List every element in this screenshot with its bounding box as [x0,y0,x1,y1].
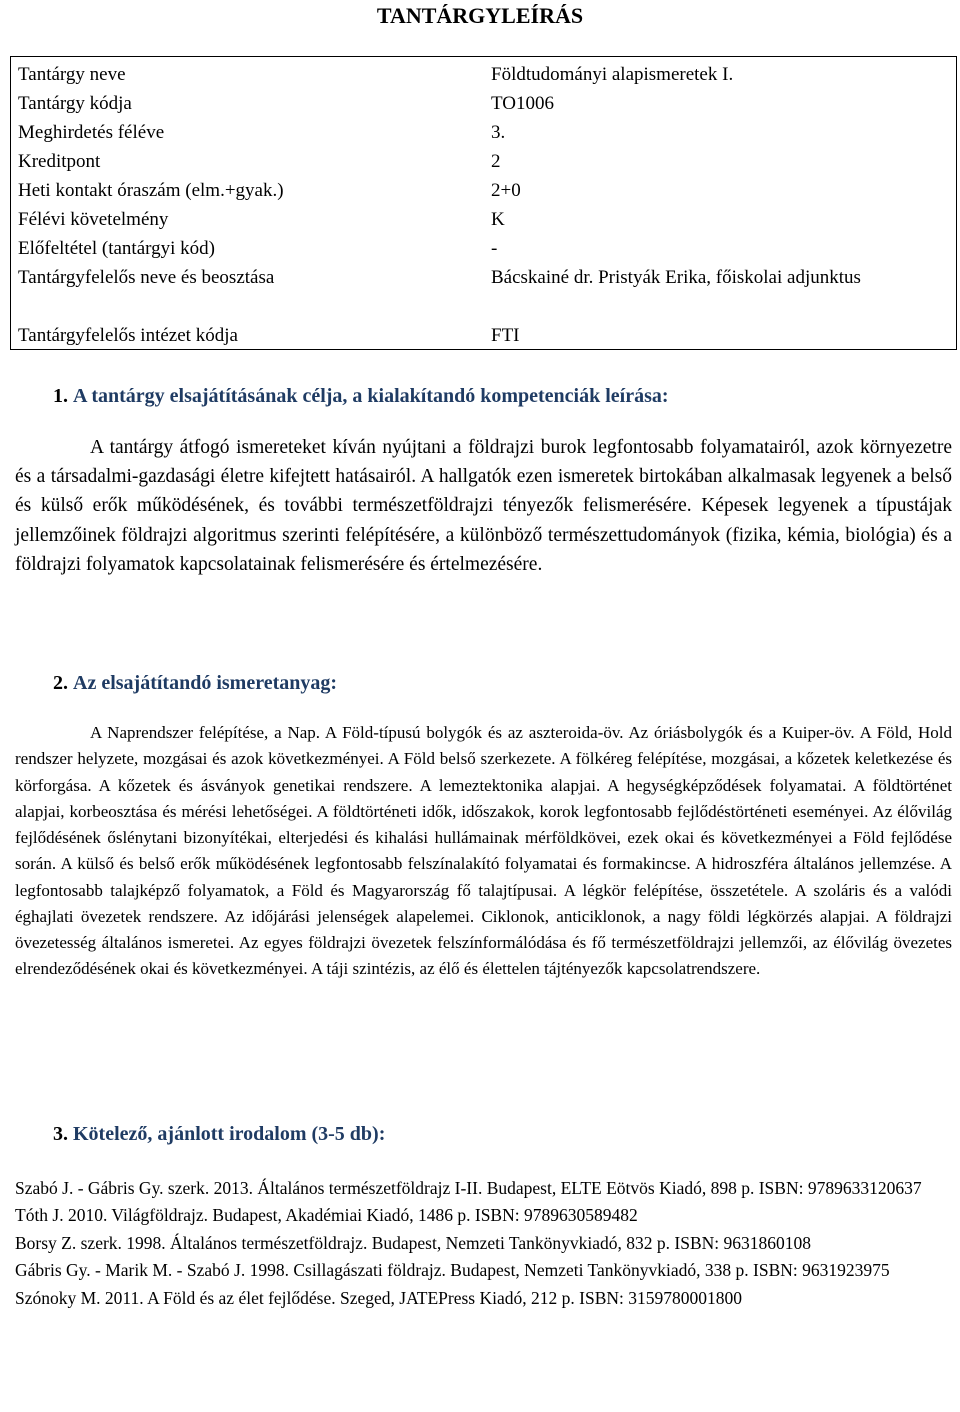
section-number: 1. [53,385,68,407]
info-label: Félévi követelmény [18,209,169,230]
reference-item: Szabó J. - Gábris Gy. szerk. 2013. Általános természetföldrajz I-II. Budapest, ELTE Eötvös Kiadó, 898 p. ISBN: 9789633120637 [15,1178,922,1198]
course-info-table [10,56,957,350]
info-label: Meghirdetés féléve [18,122,165,143]
info-value: FTI [491,325,520,346]
reference-item: Borsy Z. szerk. 1998. Általános természetföldrajz. Budapest, Nemzeti Tankönyvkiadó, 832 p. ISBN: 9631860108 [15,1232,812,1253]
reference-item: Tóth J. 2010. Világföldrajz. Budapest, Akadémiai Kiadó, 1486 p. ISBN: 9789630589482 [15,1205,638,1226]
info-value: 3. [491,122,506,143]
info-value: 2 [491,151,501,172]
info-label: Tantárgy neve [18,64,126,85]
info-value: K [491,209,505,230]
section-title: A tantárgy elsajátításának célja, a kialakítandó kompetenciák leírása: [73,385,669,407]
info-label: Tantárgyfelelős neve és beosztása [18,267,275,288]
document-title: TANTÁRGYLEÍRÁS [376,3,584,28]
reference-item: Gábris Gy. - Marik M. - Szabó J. 1998. Csillagászati földrajz. Budapest, Nemzeti Tankönyvkiadó, 338 p. ISBN: 9631923975 [15,1260,890,1281]
info-label: Tantárgy kódja [18,93,132,114]
reference-list [15,1175,952,1312]
info-value: - [491,238,498,259]
info-label: Előfeltétel (tantárgyi kód) [18,238,215,259]
section-1-heading [53,383,669,409]
section-title: Kötelező, ajánlott irodalom (3-5 db): [73,1123,386,1145]
section-2-text: A Naprendszer felépítése, a Nap. A Föld-típusú bolygók és az aszteroida-öv. Az óriásbolygók és a Kuiper-öv. A Föld, Hold rendszer helyzete, mozgásai és azok következményei. A Föld belső szerkezete. A fölkéreg felépítése, mozgásai, a kőzetek keletkezése és körforgása. A kőzetek és ásványok genetikai rendszere. A lemeztektonika alapjai. A hegységképződések folyamatai. A földtörténet alapjai, korbeosztása és mérési lehetőségei. A földtörténeti idők, időszakok, korok legfontosabb fejlődéstörténeti eseményei. Az élővilág fejlődésének őslénytani bizonyítékai, elterjedési és kihalási hullámainak mérföldkövei, ezek okai és következményei a Föld fejlődése során. A külső és belső erők működésének legfontosabb felszínalakító folyamatai és formakincse. A hidroszféra általános jellemzése. A legfontosabb talajképző folyamatok, a Föld és Magyarország fő talajtípusai. A légkör felépítése, összetétele. A szoláris és a valódi éghajlati övezetek rendszere. Az időjárási jelenségek alapelemei. Ciklonok, anticiklonok, a nagy földi légkörzés alapjai. A földrajzi övezetesség általános ismeretei. Az egyes földrajzi övezetek felszínformálódása és fő természetföldrajzi jellemzői, az élővilág övezetes elrendeződésének okai és következményei. A táji szintézis, az élő és élettelen tájtényezők kapcsolatrendszere. [15,723,952,979]
info-label: Kreditpont [18,151,101,172]
section-title: Az elsajátítandó ismeretanyag: [73,672,338,694]
info-label: Tantárgyfelelős intézet kódja [18,325,238,346]
info-value: Bácskainé dr. Pristyák Erika, főiskolai adjunktus [491,267,861,288]
reference-item: Szónoky M. 2011. A Föld és az élet fejlődése. Szeged, JATEPress Kiadó, 212 p. ISBN: 3159780001800 [15,1287,742,1308]
section-1-text: A tantárgy átfogó ismereteket kíván nyújtani a földrajzi burok legfontosabb folyamatairól, azok környezetre és a társadalmi-gazdasági életre kifejtett hatásairól. A hallgatók ezen ismeretek birtokában alkalmasak legyenek a belső és külső erők működésének, és további természetföldrajzi tényezők felismerésére. Képesek legyenek a típustájak jellemzőinek földrajzi algoritmus szerinti felépítésére, a különböző természettudományok (fizika, kémia, biológia) és a földrajzi folyamatok kapcsolatainak felismerésére és értelmezésére. [15,437,952,575]
section-number: 3. [53,1123,68,1145]
section-2-heading [53,670,337,696]
info-label: Heti kontakt óraszám (elm.+gyak.) [18,180,284,201]
info-value: Földtudományi alapismeretek I. [491,64,734,85]
info-value: 2+0 [491,180,521,201]
info-value: TO1006 [491,93,554,114]
section-3-heading [53,1121,385,1147]
section-number: 2. [53,672,68,694]
